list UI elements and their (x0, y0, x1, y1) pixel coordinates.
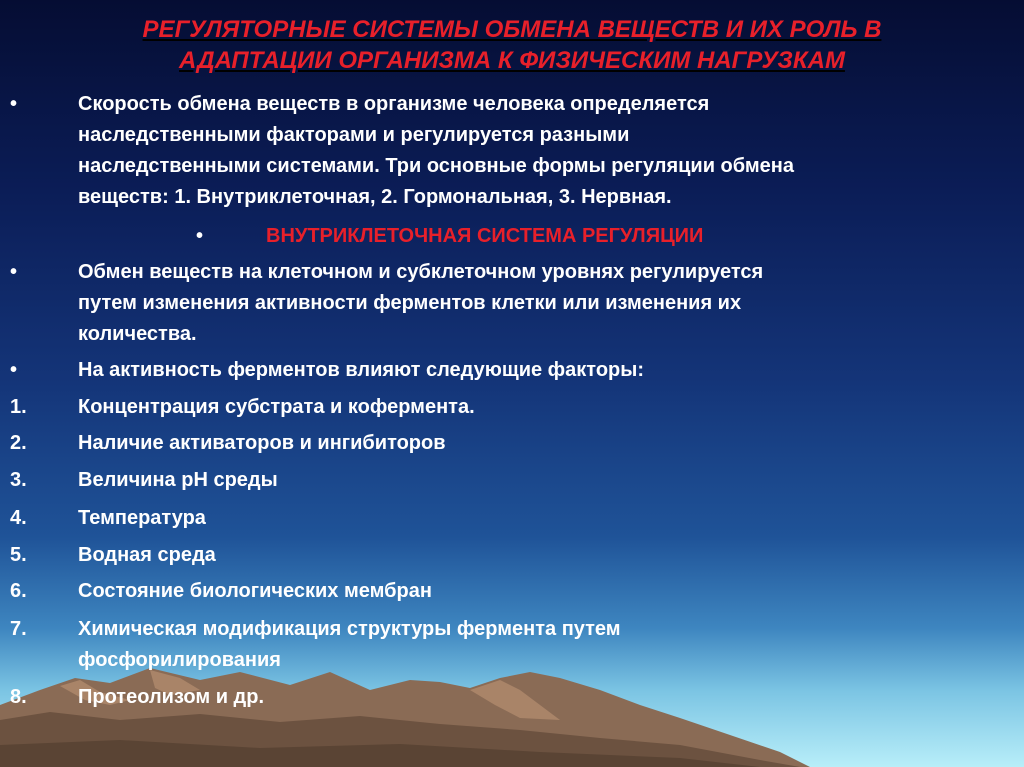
factor-text: Концентрация субстрата и кофермента. (78, 396, 475, 418)
factor-number: 5. (10, 544, 27, 566)
paragraph-1-line-2: наследственными факторами и регулируется разными (78, 124, 630, 146)
factor-number: 2. (10, 432, 27, 454)
factor-text: Состояние биологических мембран (78, 580, 432, 602)
paragraph-2-line-1: Обмен веществ на клеточном и субклеточном уровнях регулируется (78, 261, 764, 283)
paragraph-1-line-4: веществ: 1. Внутриклеточная, 2. Гормональная, 3. Нервная. (78, 186, 672, 208)
factor-number: 6. (10, 580, 27, 602)
factor-text-line-1: Химическая модификация структуры фермента путем (78, 618, 621, 640)
factor-text: Величина pH среды (78, 469, 278, 491)
factor-text: Протеолизом и др. (78, 686, 265, 708)
bullet-marker: • (10, 261, 18, 283)
factor-text: Водная среда (78, 544, 216, 566)
subheading-text: ВНУТРИКЛЕТОЧНАЯ СИСТЕМА РЕГУЛЯЦИИ (266, 225, 704, 247)
bullet-marker: • (10, 93, 18, 115)
factor-number: 1. (10, 396, 27, 418)
factor-number: 3. (10, 469, 27, 491)
factor-number: 4. (10, 507, 27, 529)
factor-number: 8. (10, 686, 27, 708)
title-line-2: АДАПТАЦИИ ОРГАНИЗМА К ФИЗИЧЕСКИМ НАГРУЗКАМ (179, 47, 845, 74)
bullet-marker: • (196, 225, 204, 247)
bullet-marker: • (10, 359, 18, 381)
factor-text: Температура (78, 507, 206, 529)
title-line-1: РЕГУЛЯТОРНЫЕ СИСТЕМЫ ОБМЕНА ВЕЩЕСТВ И ИХ РОЛЬ В (142, 16, 882, 43)
slide-title (0, 14, 1024, 76)
factor-text-line-2: фосфорилирования (78, 649, 281, 671)
paragraph-3-text: На активность ферментов влияют следующие факторы: (78, 359, 645, 381)
paragraph-1-line-3: наследственными системами. Три основные формы регуляции обмена (78, 155, 794, 177)
paragraph-2-line-2: путем изменения активности ферментов клетки или изменения их (78, 292, 742, 314)
factor-text: Наличие активаторов и ингибиторов (78, 432, 446, 454)
factor-number: 7. (10, 618, 27, 640)
paragraph-1-line-1: Скорость обмена веществ в организме человека определяется (78, 93, 710, 115)
paragraph-2-line-3: количества. (78, 323, 197, 345)
